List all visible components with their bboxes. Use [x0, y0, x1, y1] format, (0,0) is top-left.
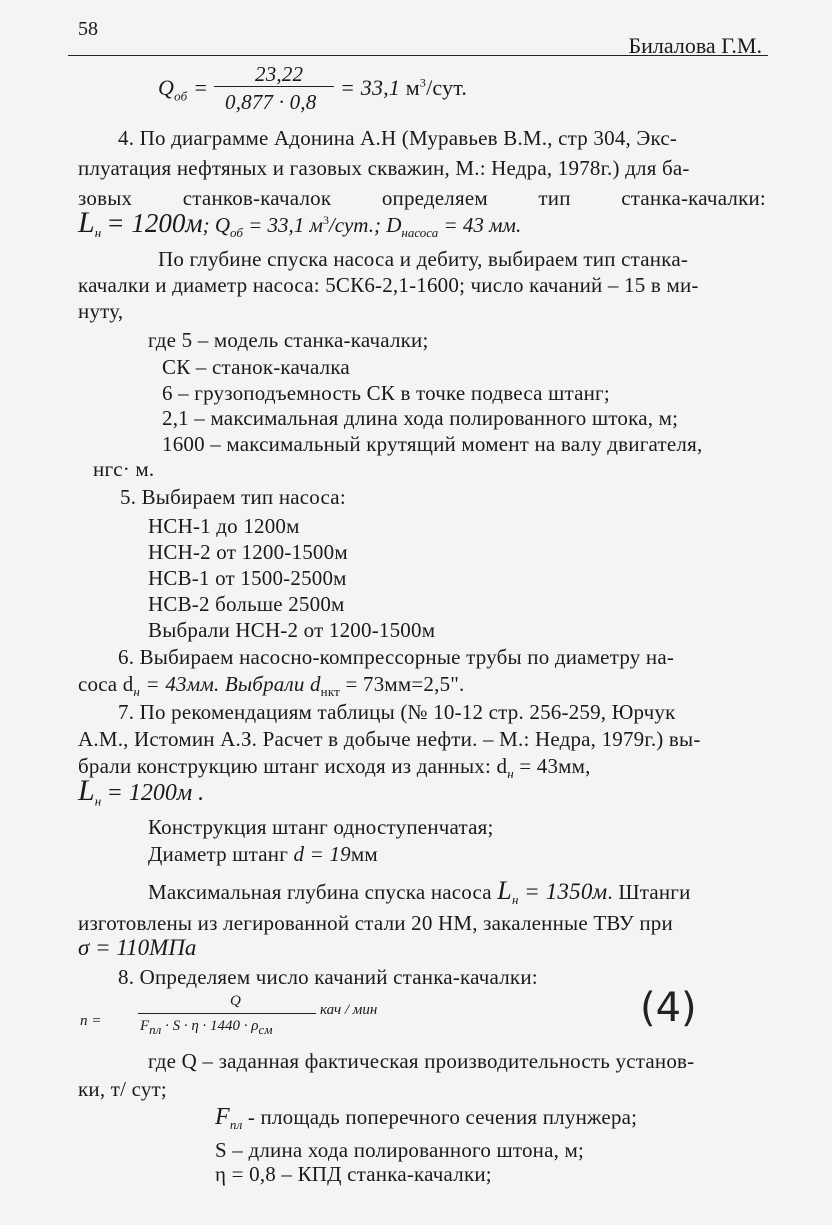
item4-line2: плуатация нефтяных и газовых скважин, М.: Недра, 1978г.) для ба- — [78, 156, 690, 180]
page-number: 58 — [78, 18, 98, 40]
legend-line1: где 5 – модель станка-качалки; — [148, 328, 429, 352]
pump-option-3: НСВ-1 от 1500-2500м — [148, 566, 347, 590]
item4-line3: зовых станков-качалок определяем тип станка-качалки: — [78, 186, 766, 210]
item7-line4: $L_н = 1200м$ . — [78, 774, 205, 809]
item6-line2: coca $d_н = 43мм$. Выбрали $d_{нкт} = 73мм=2,5$". — [78, 672, 465, 700]
formula-n-fraction-bar — [138, 1013, 316, 1014]
rods-line4: изготовлены из легированной стали 20 НМ, закаленные ТВУ при — [78, 911, 673, 935]
item7-line2: А.М., Истомин А.З. Расчет в добыче нефти. – М.: Недра, 1979г.) вы- — [78, 727, 701, 751]
legend-line4: 2,1 – максимальная длина хода полированного штока, м; — [162, 406, 679, 430]
formula-n-lhs: n = — [80, 1013, 102, 1029]
formula-lhs: Q — [158, 75, 175, 100]
where8-line2: ки, т/ сут; — [78, 1077, 167, 1101]
rods-line3: Максимальная глубина спуска насоса $L_н = 1350м$. Штанги — [148, 876, 691, 908]
rods-line2: Диаметр штанг d = 19мм — [148, 842, 378, 866]
item4-line4: $L_н = 1200м$; $Q_{об} = 33,1$ $м^3$/сут.; $D_{насоса} = 43$ мм. — [78, 206, 522, 241]
pump-line2: качалки и диаметр насоса: 5СК6-2,1-1600; число качаний – 15 в ми- — [78, 273, 699, 297]
pump-chosen: Выбрали НСН-2 от 1200-1500м — [148, 618, 436, 642]
item5-title: 5. Выбираем тип насоса: — [120, 485, 346, 509]
formula-n-denominator: $F_{пл} \cdot S \cdot \eta \cdot 1440 \cdot \rho_{см}$ — [140, 1018, 273, 1037]
pump-option-1: НСН-1 до 1200м — [148, 514, 300, 538]
where8-line5: η = 0,8 – КПД станка-качалки; — [215, 1162, 492, 1186]
formula-result: = 33,1 — [340, 75, 401, 100]
pump-line1: По глубине спуска насоса и дебиту, выбираем тип станка- — [158, 247, 689, 271]
legend-line5: 1600 – максимальный крутящий момент на валу двигателя, — [162, 432, 703, 456]
rods-line1: Конструкция штанг одноступенчатая; — [148, 815, 494, 839]
item6-line1: 6. Выбираем насосно-компрессорные трубы по диаметру на- — [118, 645, 675, 669]
rods-line5: σ = 110МПа — [78, 935, 197, 960]
where8-line1: где Q – заданная фактическая производительность установ- — [148, 1049, 695, 1073]
where8-line3: $F_{пл}$ - площадь поперечного сечения плунжера; — [215, 1104, 638, 1133]
formula-fraction-bar — [214, 86, 334, 87]
item8-title: 8. Определяем число качаний станка-качалки: — [118, 965, 538, 989]
formula-n-unit: кач / мин — [320, 1002, 378, 1018]
where8-line4: S – длина хода полированного штона, м; — [215, 1138, 585, 1162]
item7-line1: 7. По рекомендациям таблицы (№ 10-12 стр. 256-259, Юрчук — [118, 700, 676, 724]
legend-line3: 6 – грузоподъемность СК в точке подвеса штанг; — [162, 381, 610, 405]
legend-line2: СК – станок-качалка — [162, 355, 350, 379]
legend-line6: нгс· м. — [93, 457, 155, 481]
formula-n-numerator: Q — [230, 993, 241, 1009]
pump-option-2: НСН-2 от 1200-1500м — [148, 540, 348, 564]
pump-option-4: НСВ-2 больше 2500м — [148, 592, 345, 616]
document-page: 58 Билалова Г.М. $Q_{об}$ = 23,22 0,877 · 0,8 = 33,1 $м^3$/сут. 4. По диаграмме Адонина А.Н (Муравьев В.М., стр 304, Экс- плуатация нефтяных и газовых скважин, М.: Недра, 1978г.) для ба- зовых станков-качалок определяем тип станка-качалки: $L_н = 1200м$; $Q_{об} = 33,1$ $м^3$/сут.; $D_{насоса} = 43$ мм. По глубине спуска насоса и дебиту, выбираем тип станка- качалки и диаметр насоса: 5СК6-2,1-1600; число качаний – 15 в ми- нуту, где 5 – модель станка-качалки; СК – станок-качалка 6 – грузоподъемность СК в точке подвеса штанг; 2,1 – максимальная длина хода полированного штока, м; 1600 – максимальный крутящий момент на валу двигателя, нгс· м. 5. Выбираем тип насоса: НСН-1 до 1200м НСН-2 от 1200-1500м НСВ-1 от 1500-2500м НСВ-2 больше 2500м Выбрали НСН-2 от 1200-1500м 6. Выбираем насосно-компрессорные трубы по диаметру на- coca $d_н = 43мм$. Выбрали $d_{нкт} = 73мм=2,5$". 7. По рекомендациям таблицы (№ 10-12 стр. 256-259, Юрчук А.М., Истомин А.З. Расчет в добыче нефти. – М.: Недра, 1979г.) вы- брали конструкцию штанг исходя из данных: $d_н = 43мм$, $L_н = 1200м$ . Конструкция штанг одноступенчатая; Диаметр штанг d = 19мм Максимальная глубина спуска насоса $L_н = 1350м$. Штанги изготовлены из легированной стали 20 НМ, закаленные ТВУ при σ = 110МПа 8. Определяем число качаний станка-качалки: n = Q $F_{пл} \cdot S \cdot \eta \cdot 1440 \cdot \rho_{см}$ кач / мин (4) где Q – заданная фактическая производительность установ- ки, т/ сут; $F_{пл}$ - площадь поперечного сечения плунжера; S – длина хода полированного штона, м; η = 0,8 – КПД станка-качалки; — [0, 0, 832, 1225]
author-name: Билалова Г.М. — [628, 33, 762, 58]
header-rule — [68, 55, 768, 56]
formula-denominator: 0,877 · 0,8 — [225, 90, 317, 114]
item7-line3: брали конструкцию штанг исходя из данных: $d_н = 43мм$, — [78, 754, 591, 782]
handwritten-mark: (4) — [640, 985, 697, 1031]
formula-numerator: 23,22 — [255, 62, 304, 86]
item4-line1: 4. По диаграмме Адонина А.Н (Муравьев В.М., стр 304, Экс- — [118, 126, 678, 150]
pump-line3: нуту, — [78, 299, 124, 323]
